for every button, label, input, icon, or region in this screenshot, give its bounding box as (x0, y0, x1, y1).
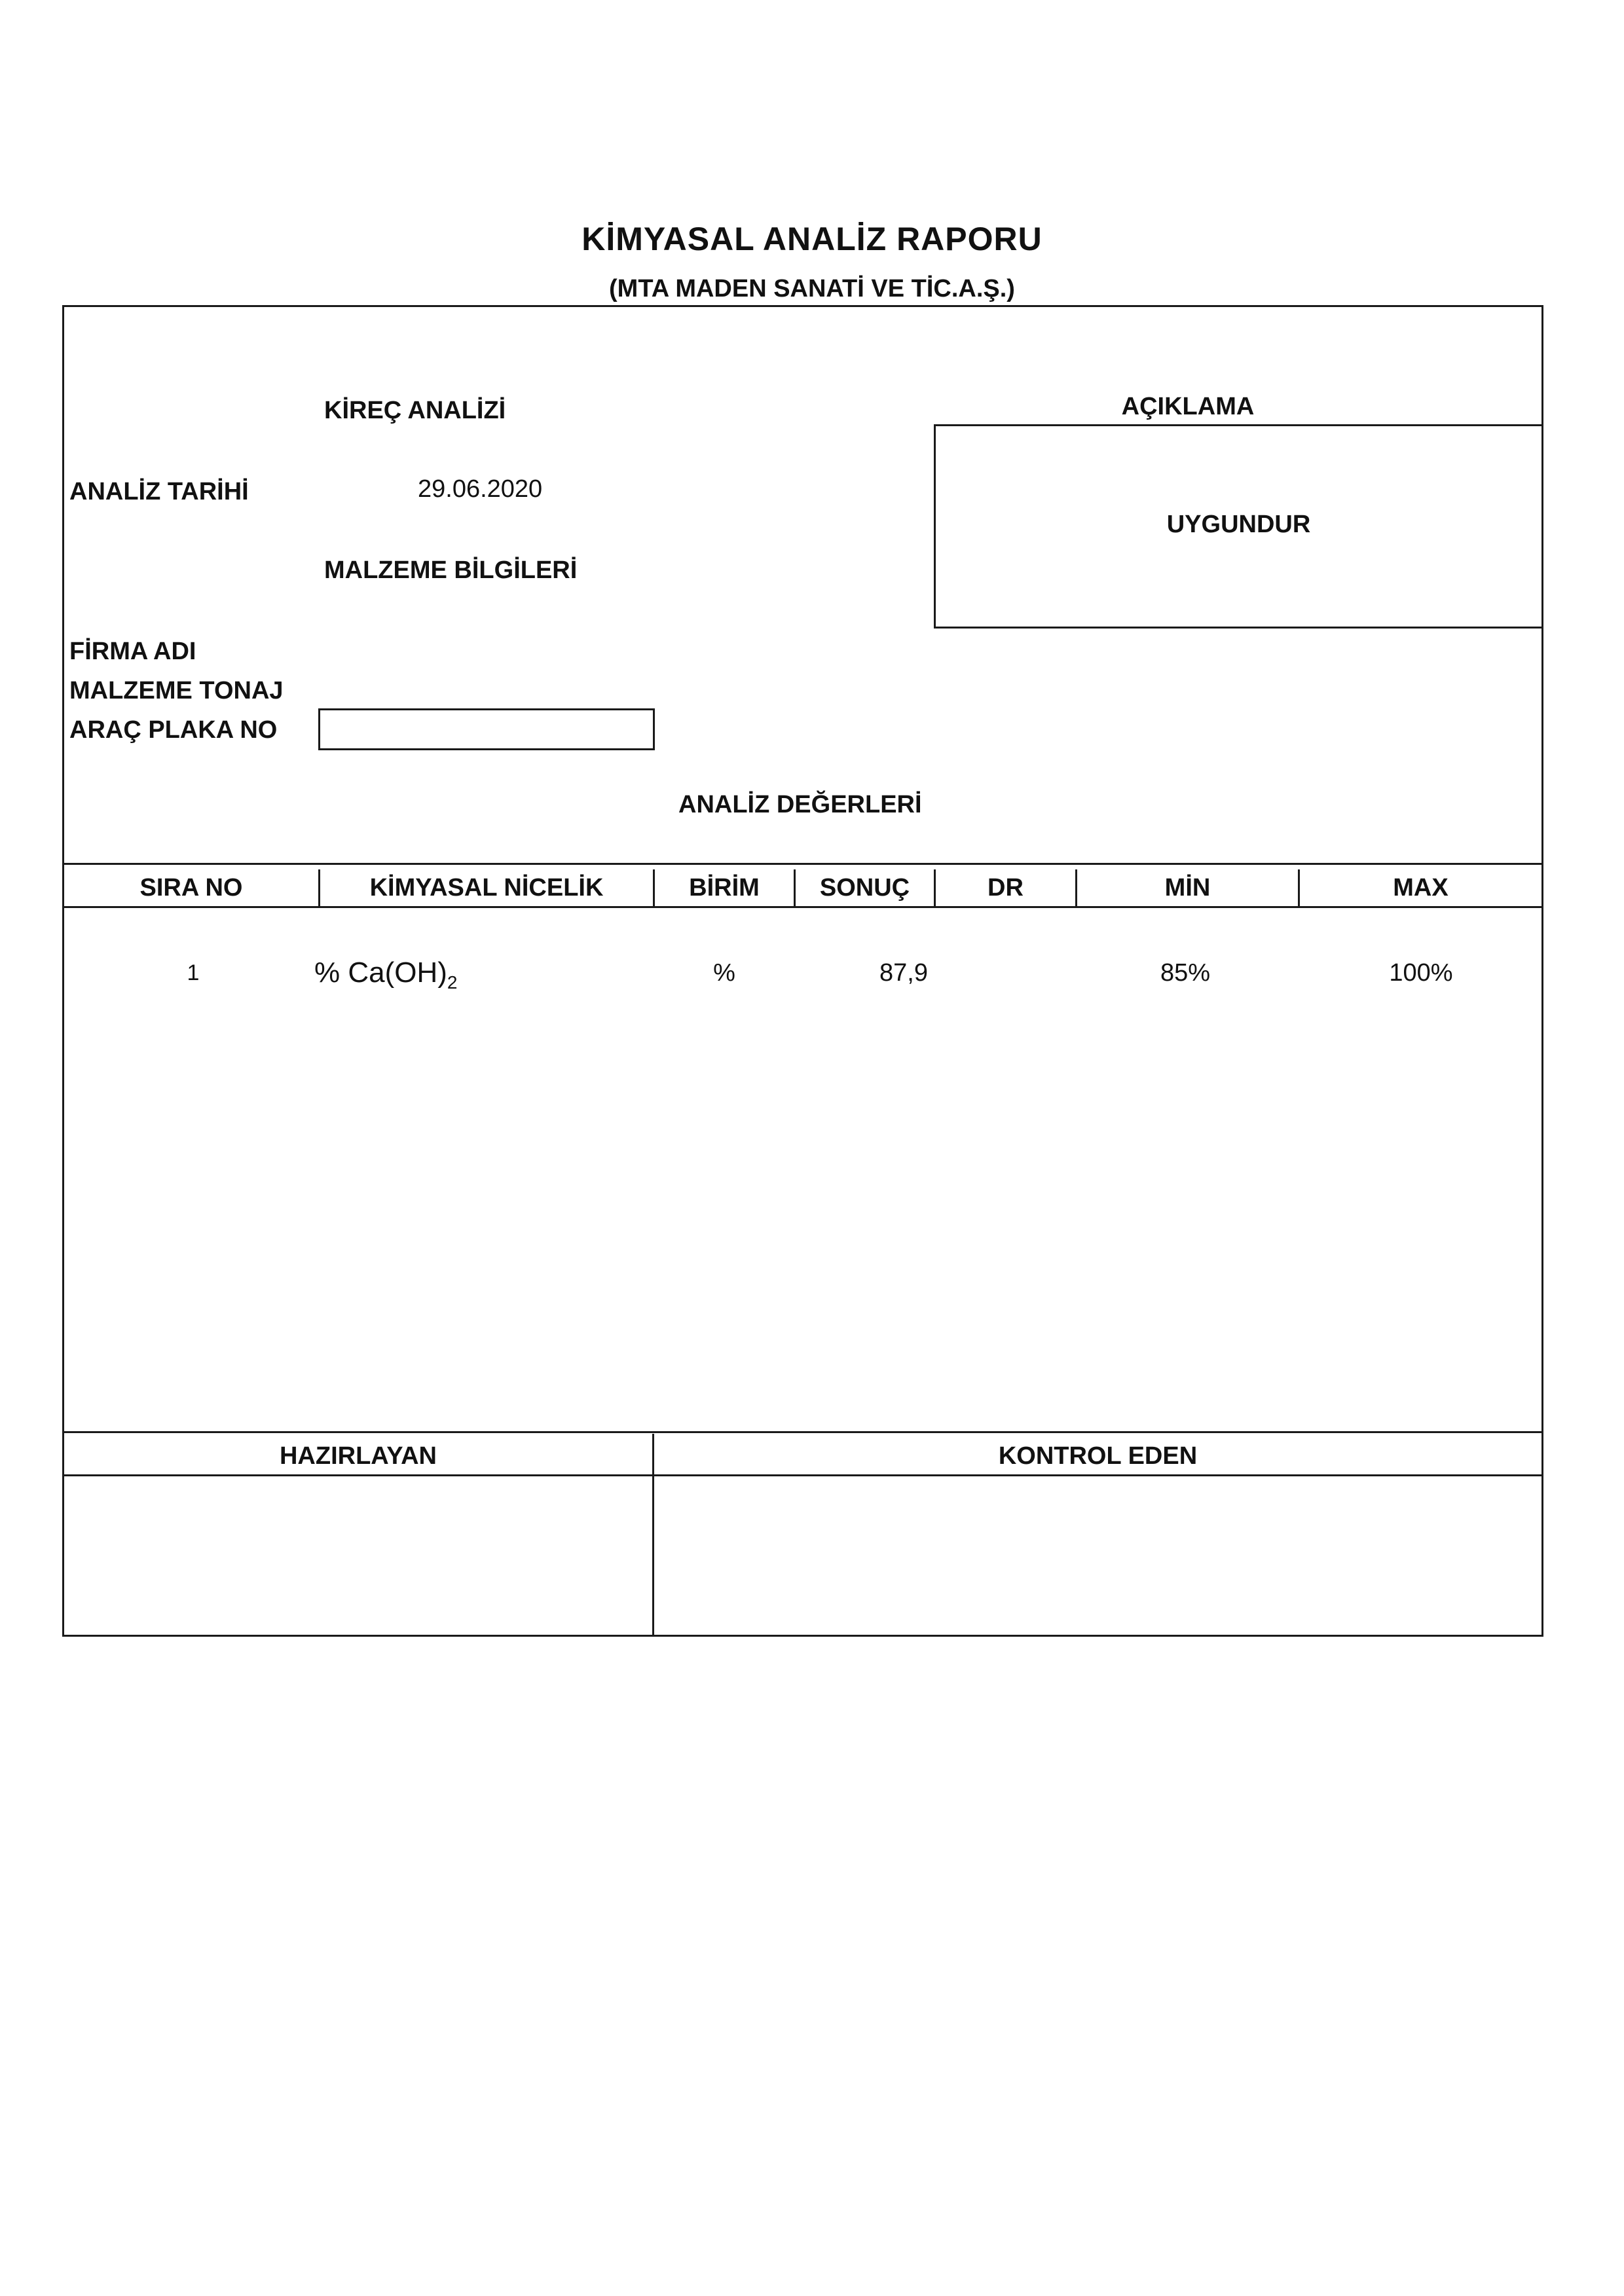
material-info-label: MALZEME BİLGİLERİ (324, 556, 578, 584)
row-quantity-subscript: 2 (447, 972, 458, 993)
column-header-min: MİN (1164, 874, 1211, 902)
analysis-values-title: ANALİZ DEĞERLERİ (678, 791, 922, 818)
vehicle-plate-field[interactable] (318, 708, 655, 750)
row-kimyasal-nicelik (314, 955, 511, 991)
material-tonnage-label: MALZEME TONAJ (69, 677, 284, 704)
row-birim: % (713, 959, 735, 987)
section-title: KİREÇ ANALİZİ (324, 397, 506, 424)
column-header-max: MAX (1393, 874, 1449, 902)
column-header-dr: DR (987, 874, 1024, 902)
remarks-label: AÇIKLAMA (1121, 393, 1255, 420)
row-sira-no: 1 (187, 960, 200, 985)
vehicle-plate-label: ARAÇ PLAKA NO (69, 716, 278, 744)
column-header-sonuc: SONUÇ (819, 874, 910, 902)
document-title: KİMYASAL ANALİZ RAPORU (581, 221, 1043, 257)
row-min: 85% (1160, 959, 1211, 987)
row-sonuc: 87,9 (879, 959, 928, 987)
row-quantity-text: % Ca(OH) (314, 957, 447, 989)
signature-top-line (62, 1431, 1543, 1433)
row-dr (936, 955, 1075, 991)
prepared-by-signature-area[interactable] (64, 1477, 652, 1634)
analysis-date-value: 29.06.2020 (418, 475, 543, 503)
signature-header-bottom-line (62, 1474, 1543, 1476)
column-header-birim: BİRİM (689, 874, 760, 902)
analysis-date-label: ANALİZ TARİHİ (69, 478, 249, 505)
company-subtitle: (MTA MADEN SANATİ VE TİC.A.Ş.) (609, 275, 1015, 302)
remarks-value: UYGUNDUR (1166, 511, 1311, 538)
table-top-line (62, 863, 1543, 865)
column-header-sira-no: SIRA NO (139, 874, 243, 902)
checked-by-signature-area[interactable] (654, 1477, 1541, 1634)
table-header-bottom-line (62, 906, 1543, 908)
column-header-kimyasal-nicelik: KİMYASAL NİCELİK (369, 874, 604, 902)
prepared-by-label: HAZIRLAYAN (279, 1442, 437, 1470)
company-name-label: FİRMA ADI (69, 638, 196, 665)
row-max: 100% (1389, 959, 1453, 987)
checked-by-label: KONTROL EDEN (998, 1442, 1198, 1470)
